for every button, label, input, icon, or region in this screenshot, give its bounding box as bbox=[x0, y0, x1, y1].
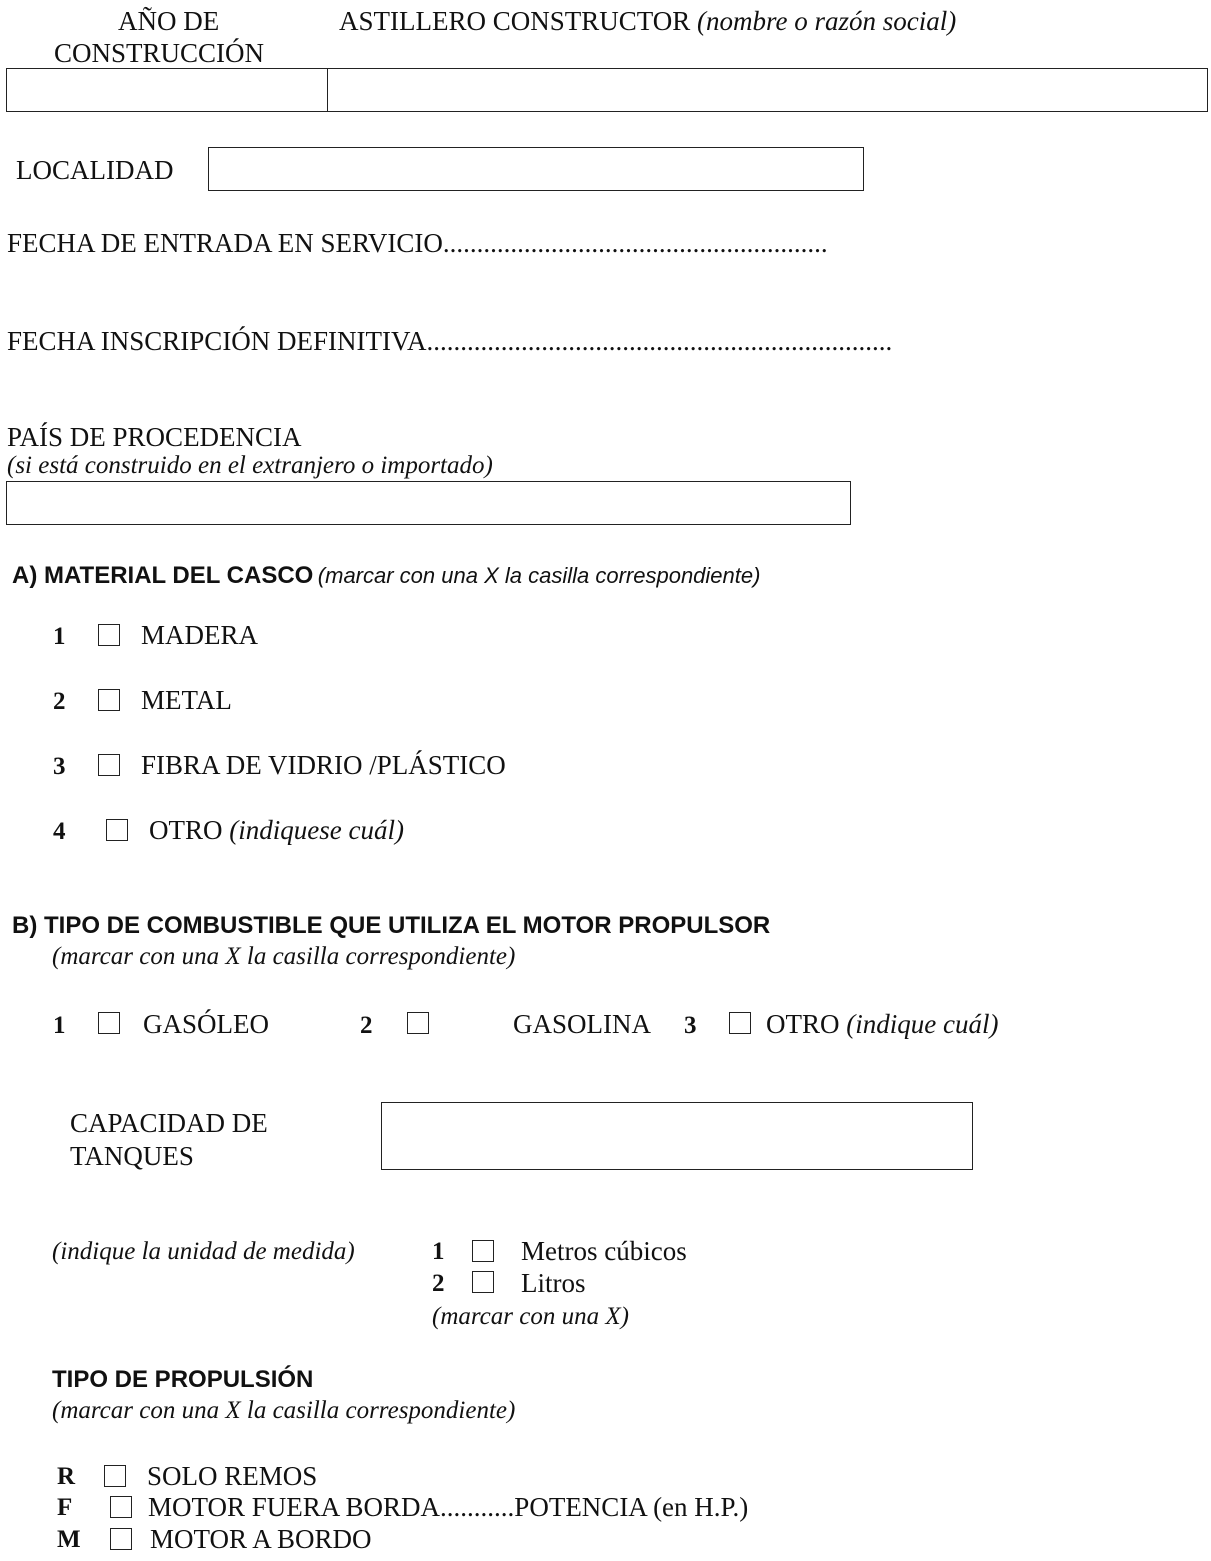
year-label-line1: AÑO DE bbox=[118, 6, 220, 36]
checkbox-fuera-borda[interactable] bbox=[110, 1496, 132, 1518]
option-label: SOLO REMOS bbox=[147, 1461, 318, 1491]
propulsion-title: TIPO DE PROPULSIÓN bbox=[52, 1366, 314, 1393]
option-number: 2 bbox=[53, 688, 66, 715]
locality-label: LOCALIDAD bbox=[16, 155, 174, 185]
option-number: 1 bbox=[53, 623, 66, 650]
option-label: OTRO bbox=[766, 1009, 840, 1039]
option-code: R bbox=[57, 1463, 76, 1490]
section-a-heading bbox=[12, 562, 760, 590]
option-label: MOTOR A BORDO bbox=[150, 1524, 372, 1554]
checkbox-a-bordo[interactable] bbox=[110, 1528, 132, 1550]
origin-note: (si está construido en el extranjero o importado) bbox=[7, 452, 493, 479]
option-label: Litros bbox=[521, 1268, 586, 1298]
option-label: FIBRA DE VIDRIO /PLÁSTICO bbox=[141, 750, 506, 780]
checkbox-otro[interactable] bbox=[106, 819, 128, 841]
checkbox-fibra[interactable] bbox=[98, 754, 120, 776]
option-label: Metros cúbicos bbox=[521, 1236, 687, 1266]
option-label: OTRO bbox=[149, 815, 223, 845]
option-label: MOTOR FUERA BORDA...........POTENCIA (en H.P.) bbox=[148, 1492, 749, 1522]
option-number: 1 bbox=[432, 1238, 445, 1265]
section-b-note: (marcar con una X la casilla correspondiente) bbox=[52, 943, 516, 970]
shipyard-input-box[interactable] bbox=[327, 68, 1208, 112]
checkbox-gasoleo[interactable] bbox=[98, 1012, 120, 1034]
checkbox-metal[interactable] bbox=[98, 689, 120, 711]
locality-input-box[interactable] bbox=[208, 147, 864, 191]
service-date-field[interactable]: FECHA DE ENTRADA EN SERVICIO......................................................... bbox=[7, 228, 828, 258]
option-number: 2 bbox=[432, 1270, 445, 1297]
option-label: MADERA bbox=[141, 620, 259, 650]
option-label: GASÓLEO bbox=[143, 1009, 269, 1039]
tank-capacity-label-line2: TANQUES bbox=[70, 1141, 194, 1171]
shipyard-note: (nombre o razón social) bbox=[697, 6, 957, 36]
option-label: GASOLINA bbox=[513, 1009, 651, 1039]
option-number: 3 bbox=[53, 753, 66, 780]
shipyard-label bbox=[339, 6, 956, 37]
origin-label: PAÍS DE PROCEDENCIA bbox=[7, 422, 302, 452]
checkbox-metros-cubicos[interactable] bbox=[472, 1240, 494, 1262]
origin-input-box[interactable] bbox=[6, 481, 851, 525]
option-label: METAL bbox=[141, 685, 232, 715]
option-label-group bbox=[766, 1009, 998, 1040]
shipyard-label-text: ASTILLERO CONSTRUCTOR bbox=[339, 6, 691, 36]
unit-mark-note: (marcar con una X) bbox=[432, 1303, 629, 1330]
option-code: F bbox=[57, 1494, 73, 1521]
option-note: (indique cuál) bbox=[846, 1009, 999, 1039]
checkbox-remos[interactable] bbox=[104, 1465, 126, 1487]
tank-capacity-input-box[interactable] bbox=[381, 1102, 973, 1170]
option-number: 1 bbox=[53, 1012, 66, 1039]
unit-note: (indique la unidad de medida) bbox=[52, 1238, 355, 1265]
section-a-title: A) MATERIAL DEL CASCO bbox=[12, 562, 314, 589]
checkbox-otro-combustible[interactable] bbox=[729, 1012, 751, 1034]
option-note: (indiquese cuál) bbox=[229, 815, 404, 845]
section-b-title: B) TIPO DE COMBUSTIBLE QUE UTILIZA EL MOTOR PROPULSOR bbox=[12, 912, 771, 939]
option-number: 4 bbox=[53, 818, 66, 845]
option-number: 2 bbox=[360, 1012, 373, 1039]
section-a-note: (marcar con una X la casilla correspondiente) bbox=[317, 563, 761, 588]
propulsion-note: (marcar con una X la casilla correspondiente) bbox=[52, 1397, 516, 1424]
year-label-line2: CONSTRUCCIÓN bbox=[54, 38, 265, 68]
checkbox-litros[interactable] bbox=[472, 1271, 494, 1293]
year-input-box[interactable] bbox=[6, 68, 328, 112]
option-label-group bbox=[149, 815, 404, 846]
checkbox-gasolina[interactable] bbox=[407, 1012, 429, 1034]
option-number: 3 bbox=[684, 1012, 697, 1039]
tank-capacity-label-line1: CAPACIDAD DE bbox=[70, 1108, 268, 1138]
registration-date-field[interactable]: FECHA INSCRIPCIÓN DEFINITIVA..................................................................... bbox=[7, 326, 893, 356]
checkbox-madera[interactable] bbox=[98, 624, 120, 646]
option-code: M bbox=[57, 1526, 81, 1553]
